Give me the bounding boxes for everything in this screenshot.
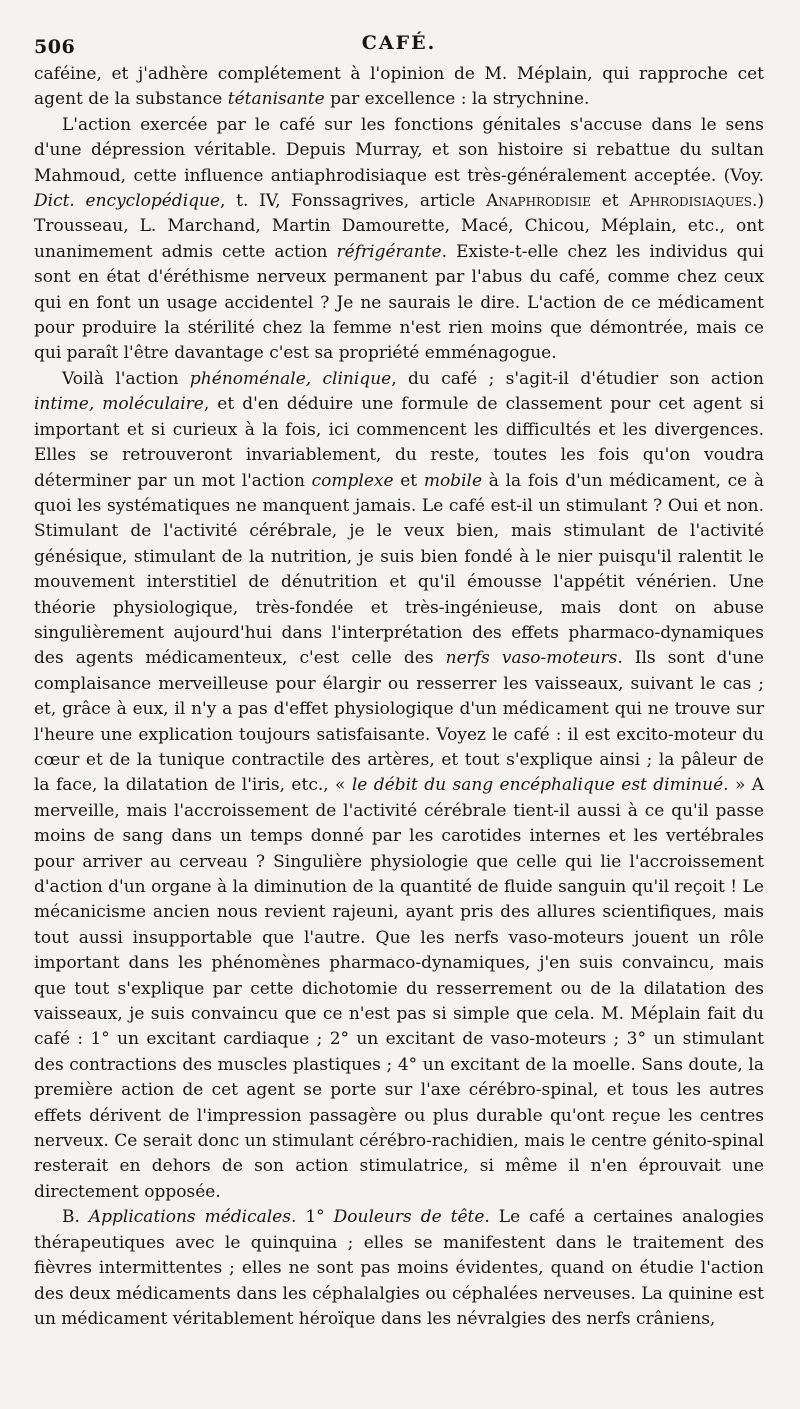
italic-text: Douleurs de tête <box>333 1207 485 1228</box>
text-run: , t. IV, Fonssagrives, article <box>220 191 487 212</box>
italic-text: Applications médicales <box>88 1207 291 1228</box>
italic-text: Dict. encyclopédique <box>34 191 221 212</box>
text-run: , et d'en déduire une formule de classement pour cet agent si important et si curieux à la fois, ici commencent les difficultés et les divergences. Elles se retrouveront invariablement, du reste, toutes les fois qu'on voudra déterminer par un mot l'action <box>34 394 764 491</box>
italic-text: nerfs vaso-moteurs <box>445 648 618 669</box>
small-caps-text: Anaphrodisie <box>486 191 592 212</box>
text-run: et <box>393 470 424 491</box>
paragraph <box>34 1205 764 1332</box>
text-run: . 1° <box>290 1207 334 1228</box>
paragraph <box>34 113 764 367</box>
italic-text: tétanisante <box>227 89 325 110</box>
italic-text: le débit du sang encéphalique est diminué <box>351 775 724 796</box>
page-header <box>34 28 764 62</box>
text-run: . Ils sont d'une complaisance merveilleuse pour élargir ou resserrer les vaisseaux, suivant le cas ; et, grâce à eux, il n'y a pas d'effet physiologique d'un médicament qui ne trouve sur l'heure une explication toujours satisfaisante. Voyez le café : il est excito-moteur du cœur et de la tunique contractile des artères, et tout s'explique ainsi ; la pâleur de la face, la dilatation de l'iris, etc., « <box>34 648 764 796</box>
text-run: B. <box>62 1207 89 1228</box>
italic-text: mobile <box>423 470 482 491</box>
running-title: CAFÉ. <box>361 32 437 54</box>
text-run: . Existe-t-elle chez les individus qui sont en état d'éréthisme nerveux permanent par l'abus du café, comme chez ceux qui en font un usage accidentel ? Je ne saurais le dire. L'action de ce médicament pour produire la stérilité chez la femme n'est rien moins que démontrée, mais ce qui paraît l'être davantage c'est sa propriété emménagogue. <box>34 241 764 364</box>
text-run: à la fois d'un médicament, ce à quoi les systématiques ne manquent jamais. Le café est-il un stimulant ? Oui et non. Stimulant de l'activité cérébrale, je le veux bien, mais stimulant de l'activité génésique, stimulant de la nutrition, je suis bien fondé à le nier puisqu'il ralentit le mouvement interstitiel de dénutrition et qu'il émousse l'appétit vénérien. Une théorie physiologique, très-fondée et très-ingénieuse, mais dont on abuse singulièrement aujourd'hui dans l'interprétation des effets pharmaco-dynamiques des agents médicamenteux, c'est celle des <box>34 470 764 669</box>
text-run: et <box>591 191 630 212</box>
text-run: caféine, et j'adhère complétement à l'opinion de M. Méplain, qui rapproche cet agent de la substance <box>34 64 764 110</box>
text-run: , du café ; s'agit-il d'étudier son action <box>391 368 764 389</box>
text-run: . Le café a certaines analogies thérapeutiques avec le quinquina ; elles se manifestent dans le traitement des fièvres intermittentes ; elles ne sont pas moins évidentes, quand on étudie l'action des deux médicaments dans les céphalalgies ou céphalées nerveuses. La quinine est un médicament véritablement héroïque dans les névralgies des nerfs crâniens, <box>34 1207 764 1329</box>
text-run: .) Trousseau, L. Marchand, Martin Damourette, Macé, Chicou, Méplain, etc., ont unanimement admis cette action <box>34 191 764 262</box>
text-run: L'action exercée par le café sur les fonctions génitales s'accuse dans le sens d'une dépression véritable. Depuis Murray, et son histoire si rebattue du sultan Mahmoud, cette influence antiaphrodisiaque est très-généralement acceptée. (Voy. <box>34 114 764 186</box>
page-number: 506 <box>34 36 76 58</box>
text-run: . » A merveille, mais l'accroissement de l'activité cérébrale tient-il aussi à ce qu'il passe moins de sang dans un temps donné par les carotides internes et les vertébrales pour arriver au cerveau ? Singulière physiologie que celle qui lie l'accroissement d'action d'un organe à la diminution de la quantité de fluide sanguin qu'il reçoit ! Le mécanicisme ancien nous revient rajeuni, ayant pris des allures scientifiques, mais tout aussi insupportable que l'autre. Que les nerfs vaso-moteurs jouent un rôle important dans les phénomènes pharmaco-dynamiques, j'en suis convaincu, mais que tout s'explique par cette dichotomie du resserrement ou de la dilatation des vaisseaux, je suis convaincu que ce n'est pas si simple que cela. M. Méplain fait du café : 1° un excitant cardiaque ; 2° un excitant de vaso-moteurs ; 3° un stimulant des contractions des muscles plastiques ; 4° un excitant de la moelle. Sans doute, la première action de cet agent se porte sur l'axe cérébro-spinal, et tous les autres effets dérivent de l'impression passagère ou plus durable qu'ont reçue les centres nerveux. Ce serait donc un stimulant cérébro-rachidien, mais le centre génito-spinal resterait en dehors de son action stimulatrice, si même il n'en éprouvait une directement opposée. <box>34 775 765 1202</box>
italic-text: complexe <box>311 470 394 491</box>
italic-text: phénoménale, clinique <box>189 368 392 389</box>
text-run: par excellence : la strychnine. <box>324 89 590 110</box>
text-run: Voilà l'action <box>62 368 190 389</box>
italic-text: intime, moléculaire <box>34 394 204 415</box>
paragraph <box>34 367 764 1205</box>
paragraph <box>34 62 764 113</box>
small-caps-text: Aphrodisiaques <box>629 191 752 212</box>
body-text <box>34 62 764 1332</box>
italic-text: réfrigérante <box>336 241 442 262</box>
